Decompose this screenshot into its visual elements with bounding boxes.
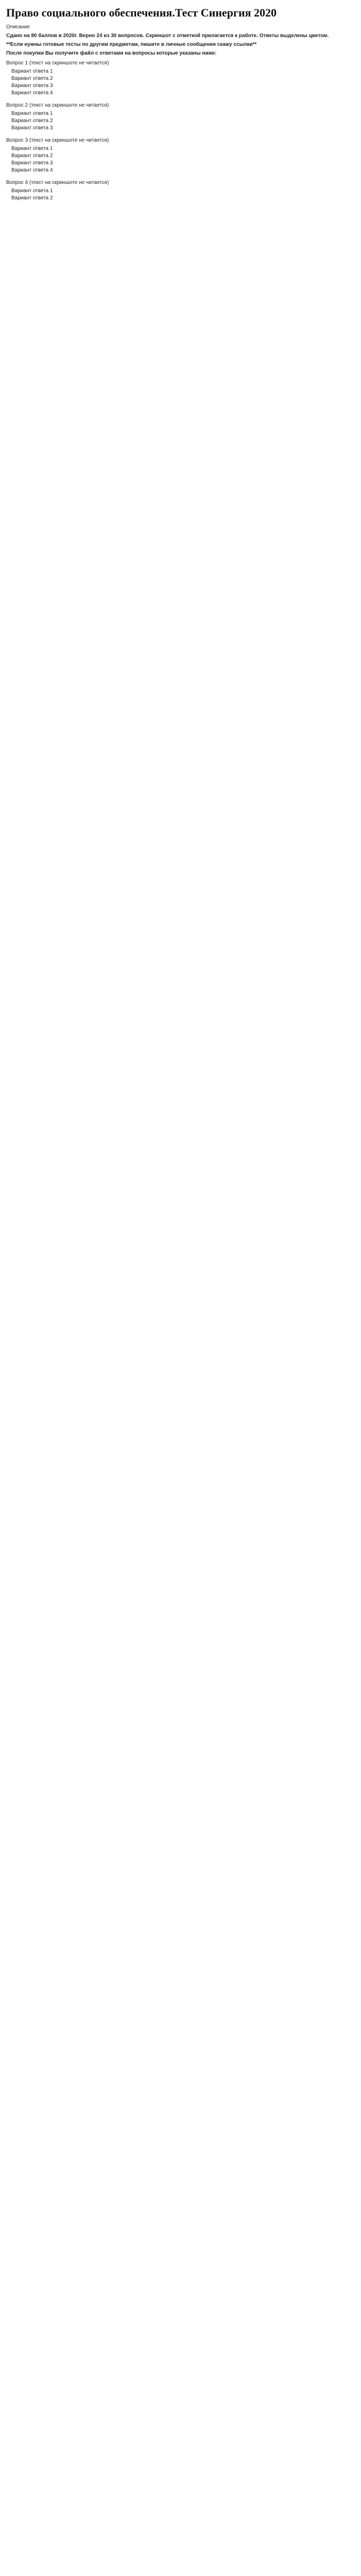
answer-option: Вариант ответа 2: [11, 76, 53, 81]
intro-line-4: После покупки Вы получите файл с ответами на вопросы которые указаны ниже:: [6, 50, 217, 56]
answer-option: Вариант ответа 3: [11, 83, 53, 89]
answer-option: Вариант ответа 4: [11, 167, 53, 173]
question-item: [6, 102, 355, 132]
question-text: Вопрос 3 (текст на скриншоте не читается): [6, 138, 109, 143]
answer-option: Вариант ответа 2: [11, 195, 53, 201]
answer-option: Вариант ответа 1: [11, 146, 53, 151]
question-text: Вопрос 2 (текст на скриншоте не читается): [6, 103, 109, 108]
question-item: [6, 137, 355, 174]
answer-option: Вариант ответа 1: [11, 69, 53, 74]
answer-option: Вариант ответа 1: [11, 111, 53, 116]
question-list: [6, 60, 355, 202]
intro: [6, 24, 355, 57]
intro-line-3: **Если нужны готовые тесты по другим предметам, пишите в личные сообщения скажу ссылки**: [6, 42, 257, 47]
answer-option: Вариант ответа 2: [11, 118, 53, 124]
answer-option: Вариант ответа 3: [11, 160, 53, 166]
page-title: Право социального обеспечения.Тест Синергия 2020: [6, 6, 277, 19]
intro-line-1: Описание: [6, 24, 30, 30]
intro-line-2: Сдано на 80 баллов в 2020г. Верно 24 из 30 вопросов. Скриншот с отметкой прилагается к работе. Ответы выделены цветом.: [6, 33, 329, 39]
answer-option: Вариант ответа 2: [11, 153, 53, 159]
page: [0, 0, 361, 217]
question-text: Вопрос 1 (текст на скриншоте не читается): [6, 60, 109, 66]
question-text: Вопрос 4 (текст на скриншоте не читается): [6, 180, 109, 185]
answer-option: Вариант ответа 4: [11, 90, 53, 96]
answer-option: Вариант ответа 3: [11, 125, 53, 131]
answer-option: Вариант ответа 1: [11, 188, 53, 194]
question-item: [6, 179, 355, 202]
question-item: [6, 60, 355, 97]
